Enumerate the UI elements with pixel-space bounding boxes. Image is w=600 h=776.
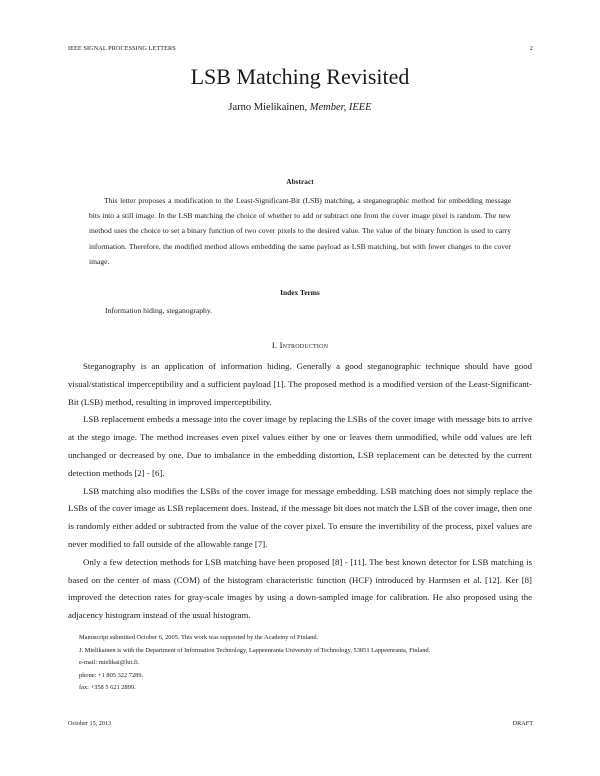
paragraph: LSB replacement embeds a message into the cover image by replacing the LSBs of the cover image with message bits to arrive at the stego image. The method increases even pixel values either by one or leaves them unmodified, while odd values are left unchanged or decreased by one. Due to imbalance in the embedding distortion, LSB replacement can be detected by the current detection methods [2] - [6].	[68, 414, 532, 478]
running-header-page-number: 2	[529, 45, 533, 52]
section-heading-introduction	[0, 340, 600, 350]
paragraph: Only a few detection methods for LSB matching have been proposed [8] - [11]. The best known detector for LSB matching is based on the center of mass (COM) of the histogram characteristic function (HCF) introduced by Harmsen et al. [12]. Ker [8] improved the detection rates for gray-scale images by using a down-sampled image for calibration. He also proposed using the adjacency histogram instead of the usual histogram.	[68, 556, 532, 621]
footnote-phone: phone: +1 805 322 7289.	[79, 671, 144, 679]
abstract-heading: Abstract	[286, 177, 314, 186]
index-terms-text: Information hiding, steganography.	[105, 306, 213, 315]
paragraph: LSB matching also modifies the LSBs of the cover image for message embedding. LSB matching does not simply replace the LSBs of the cover image as LSB replacement does. Instead, if the message bit does not match the LSB of the cover image, then one is randomly either added or subtracted from the value of the cover pixel. To ensure the invertibility of the process, pixel values are never modified to fall outside of the allowable range [7].	[68, 485, 532, 549]
author-line	[0, 102, 600, 113]
footer-date: October 15, 2013	[68, 720, 112, 727]
author-membership: Member, IEEE	[309, 102, 372, 113]
section-number: I.	[271, 340, 278, 350]
running-header-journal: IEEE SIGNAL PROCESSING LETTERS	[68, 45, 176, 52]
footnotes	[79, 632, 539, 695]
section-title: Introduction	[279, 340, 329, 350]
introduction-body	[68, 358, 532, 625]
paragraph: Steganography is an application of information hiding. Generally a good steganographic technique should have good visual/statistical imperceptibility and a sufficient payload [1]. The proposed method is a modified version of the Least-Significant-Bit (LSB) method, resulting in improved imperceptibility.	[68, 361, 532, 407]
abstract-text: This letter proposes a modification to the Least-Significant-Bit (LSB) matching, a steganographic method for embedding message bits into a still image. In the LSB matching the choice of whether to add or subtract one from the cover image pixel is random. The new method uses the choice to set a binary function of two cover pixels to the desired value. The value of the binary function is used to carry information. Therefore, the modified method allows embedding the same payload as LSB matching, but with fewer changes to the cover image.	[89, 196, 511, 266]
footnote-email: e-mail: mielikai@lut.fi.	[79, 659, 140, 667]
index-terms-heading: Index Terms	[280, 288, 320, 297]
footnote-affiliation: J. Mielikainen is with the Department of Information Technology, Lappeenranta University of Technology, 53851 Lappeenranta, Finland.	[79, 646, 431, 654]
footnote-fax: fax: +358 5 621 2899.	[79, 684, 136, 692]
paper-title: LSB Matching Revisited	[190, 64, 410, 89]
footer-draft-label: DRAFT	[512, 720, 533, 727]
author-name: Jarno Mielikainen,	[228, 102, 308, 113]
footnote-manuscript: Manuscript submitted October 6, 2005. This work was supported by the Academy of Finland.	[79, 634, 319, 641]
